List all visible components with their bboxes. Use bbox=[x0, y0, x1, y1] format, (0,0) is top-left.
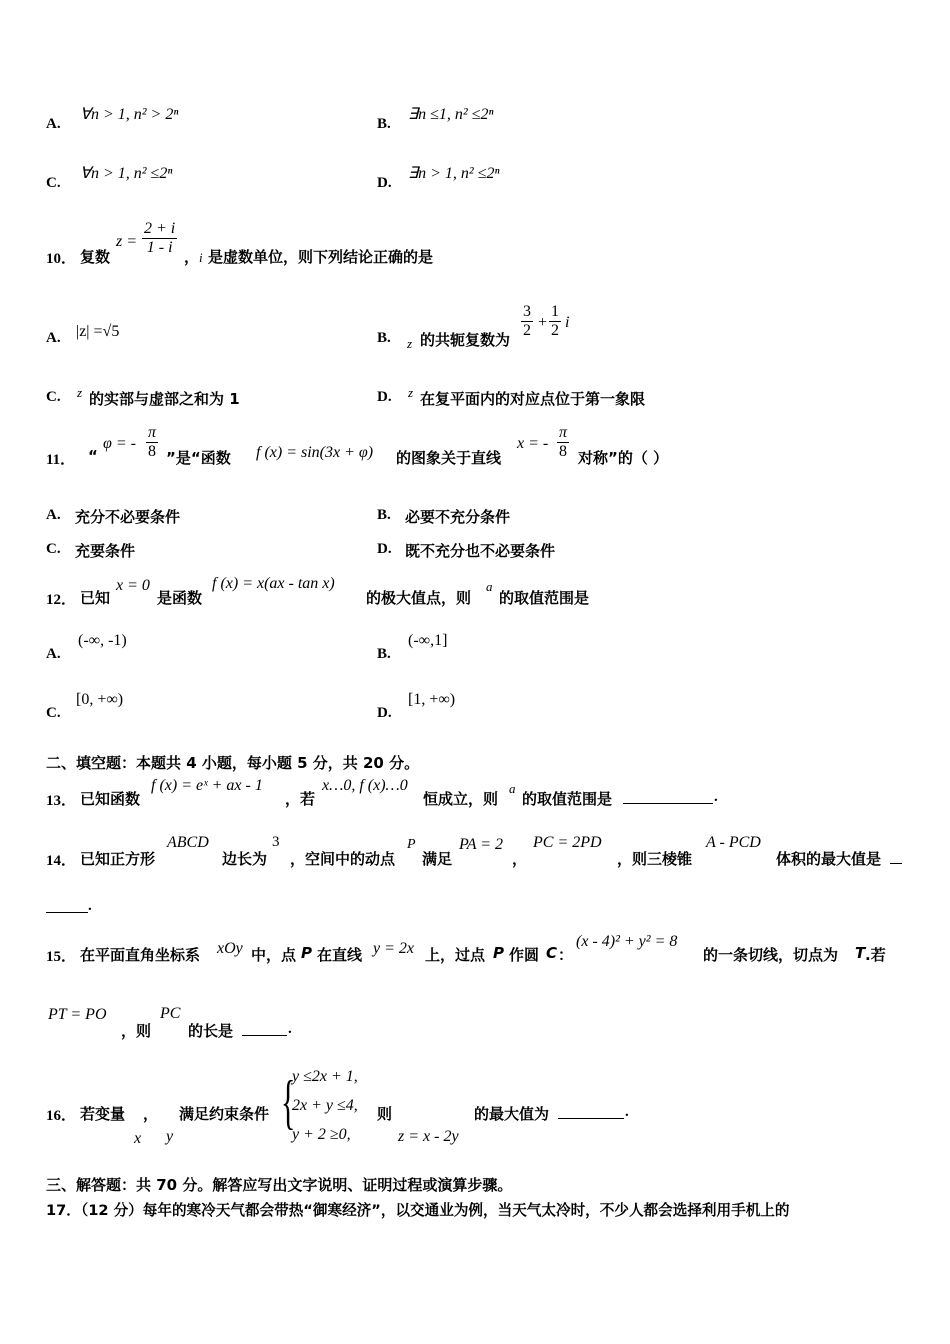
q10-option-b-plus: + bbox=[538, 314, 548, 331]
q12-text-3: 的极大值点，则 bbox=[366, 589, 472, 607]
q10-option-b-frac-2: $\frac{1}{2}$ bbox=[551, 303, 559, 339]
q15-text-1: 在平面直角坐标系 bbox=[80, 946, 201, 964]
q14-text-4: 满足 bbox=[422, 850, 453, 868]
q14-pc: PC = 2PD bbox=[533, 834, 602, 851]
q9-option-a-math: ∀n > 1, n² > 2ⁿ bbox=[80, 106, 179, 123]
section-2-heading: 二、填空题：本题共 4 小题，每小题 5 分，共 20 分。 bbox=[46, 754, 420, 772]
q15-text-5: 作圆 bbox=[509, 946, 540, 964]
q11-frac-pi-8-b: $\frac{\pi}{8}$ bbox=[559, 424, 568, 460]
q15-circle-equation: (x - 4)² + y² = 8 bbox=[576, 933, 678, 950]
q11-phi-eq: φ = - bbox=[103, 435, 136, 452]
q14-text-3: ，空间中的动点 bbox=[290, 850, 396, 868]
q14-text-1: 已知正方形 bbox=[80, 850, 156, 868]
q15-text-2: 中，点 bbox=[251, 946, 297, 964]
q11-frac-pi-8 bbox=[146, 424, 158, 461]
q10-comma: ， bbox=[184, 248, 200, 266]
section-3-heading: 三、解答题：共 70 分。解答应写出文字说明、证明过程或演算步骤。 bbox=[46, 1176, 513, 1194]
q11-option-c-text: 充要条件 bbox=[75, 542, 136, 560]
q11-x-eq: x = - bbox=[517, 435, 549, 452]
q11-option-b-label: B. bbox=[377, 507, 391, 523]
q17-text: 17．（12 分）每年的寒冷天气都会带热“御寒经济”，以交通业为例，当天气太冷时，不少人都会选择利用手机上的 bbox=[46, 1202, 790, 1219]
q10-option-d-z: z bbox=[408, 385, 414, 400]
q16-var-y: y bbox=[166, 1128, 174, 1145]
q10-text-2: 是虚数单位，则下列结论正确的是 bbox=[208, 248, 434, 266]
q10-i-symbol: i bbox=[199, 250, 203, 265]
q16-text-4: 的最大值为 bbox=[474, 1105, 550, 1123]
q13-condition: x…0, f (x)…0 bbox=[322, 777, 408, 794]
q15-xoy: xOy bbox=[217, 940, 243, 957]
q13-answer-blank[interactable] bbox=[623, 789, 713, 804]
q15-text-4: 上，过点 bbox=[425, 946, 486, 964]
q10-fraction bbox=[142, 220, 177, 257]
q11-eight: 8 bbox=[148, 443, 156, 460]
q14-period: . bbox=[88, 898, 92, 914]
q9-option-d-math: ∃n > 1, n² ≤2ⁿ bbox=[408, 165, 500, 182]
q13-text-4: 的取值范围是 bbox=[522, 790, 613, 808]
q14-p: P bbox=[407, 837, 416, 852]
q11-function: f (x) = sin(3x + φ) bbox=[256, 444, 374, 461]
q11-text-1: ”是“函数 bbox=[166, 449, 231, 467]
q15-period: . bbox=[288, 1021, 292, 1037]
q11-option-b-text: 必要不充分条件 bbox=[405, 508, 511, 526]
q12-option-b-label: B. bbox=[377, 646, 391, 662]
q16-text-3: 则 bbox=[377, 1105, 393, 1123]
q11-option-a-text: 充分不必要条件 bbox=[75, 508, 181, 526]
q10-option-c-z: z bbox=[77, 385, 83, 400]
q16-text-1: 若变量 bbox=[80, 1105, 126, 1123]
q16-objective: z = x - 2y bbox=[398, 1128, 459, 1145]
q12-function: f (x) = x(ax - tan x) bbox=[212, 575, 335, 592]
q11-quote-open: “ bbox=[88, 447, 98, 465]
q9-option-c-label: C. bbox=[46, 175, 61, 191]
q12-option-c-math: [0, +∞) bbox=[76, 691, 124, 708]
q10-option-b-z: z bbox=[407, 336, 413, 351]
q11-option-c-label: C. bbox=[46, 541, 61, 557]
q10-option-b-label: B. bbox=[377, 330, 391, 346]
q16-text-2: 满足约束条件 bbox=[179, 1105, 270, 1123]
q9-option-a-label: A. bbox=[46, 116, 61, 132]
q16-var-x: x bbox=[134, 1130, 142, 1147]
q10-option-a-math: |z| =√5 bbox=[76, 323, 120, 340]
q12-text-1: 已知 bbox=[80, 589, 111, 607]
q10-option-b-text: 的共轭复数为 bbox=[420, 331, 511, 349]
q15-text-3: 在直线 bbox=[317, 946, 363, 964]
q15-text-7: 的一条切线，切点为 bbox=[703, 946, 839, 964]
q13-function: f (x) = eˣ + ax - 1 bbox=[151, 777, 263, 794]
q15-t: T bbox=[855, 944, 866, 962]
q12-option-a-label: A. bbox=[46, 646, 61, 662]
q9-option-c-math: ∀n > 1, n² ≤2ⁿ bbox=[80, 165, 173, 182]
q13-text-1: 已知函数 bbox=[80, 790, 141, 808]
q16-period: . bbox=[625, 1104, 629, 1120]
q14-apcd: A - PCD bbox=[706, 834, 761, 851]
q15-line: y = 2x bbox=[373, 940, 414, 957]
q15-p-2: P bbox=[493, 944, 504, 962]
q11-number: 11． bbox=[46, 452, 76, 468]
q10-z-eq: z = bbox=[116, 233, 138, 250]
q14-pa: PA = 2 bbox=[459, 836, 503, 853]
q10-option-b-frac-1: $\frac{3}{2}$ bbox=[523, 303, 531, 339]
q15-answer-blank[interactable] bbox=[242, 1021, 287, 1036]
q10-option-c-text: 的实部与虚部之和为 1 bbox=[89, 390, 240, 408]
q16-brace: { bbox=[281, 1069, 296, 1135]
q11-option-a-label: A. bbox=[46, 507, 61, 523]
q11-option-d-label: D. bbox=[377, 541, 392, 557]
q14-answer-blank-2[interactable] bbox=[46, 898, 88, 913]
q9-option-b-label: B. bbox=[377, 116, 391, 132]
q12-option-b-math: (-∞,1] bbox=[408, 632, 448, 649]
q10-option-a-label: A. bbox=[46, 330, 61, 346]
q14-number: 14． bbox=[46, 853, 77, 869]
q15-text-10: 的长是 bbox=[188, 1022, 234, 1040]
q12-x0: x = 0 bbox=[116, 577, 150, 594]
q10-frac-num: 2 + i bbox=[144, 220, 176, 237]
q10-number: 10． bbox=[46, 251, 77, 267]
q12-option-d-label: D. bbox=[377, 705, 392, 721]
q12-option-c-label: C. bbox=[46, 705, 61, 721]
q9-option-d-label: D. bbox=[377, 175, 392, 191]
q15-text-6: ： bbox=[558, 946, 574, 964]
q13-text-2: ，若 bbox=[285, 790, 316, 808]
q16-answer-blank[interactable] bbox=[558, 1104, 624, 1119]
q13-a: a bbox=[509, 781, 516, 796]
q16-constraint-3: y + 2 ≥0, bbox=[292, 1126, 351, 1143]
q15-c: C bbox=[546, 944, 558, 962]
q10-option-d-text: 在复平面内的对应点位于第一象限 bbox=[420, 390, 646, 408]
q12-text-2: 是函数 bbox=[157, 589, 203, 607]
q16-constraint-1: y ≤2x + 1, bbox=[292, 1068, 358, 1085]
q15-p-1: P bbox=[301, 944, 312, 962]
q10-text-1: 复数 bbox=[80, 248, 111, 266]
q11-text-3: 对称”的（ ） bbox=[578, 449, 669, 467]
q12-a: a bbox=[486, 579, 493, 594]
q11-pi: π bbox=[148, 424, 157, 441]
q13-text-3: 恒成立，则 bbox=[423, 790, 499, 808]
q9-option-b-math: ∃n ≤1, n² ≤2ⁿ bbox=[408, 106, 494, 123]
q15-pt-po: PT = PO bbox=[48, 1006, 107, 1023]
q15-text-8: .若 bbox=[865, 946, 886, 964]
q15-text-9: ，则 bbox=[121, 1022, 152, 1040]
q16-comma: ， bbox=[143, 1105, 159, 1123]
q10-frac-den: 1 - i bbox=[146, 239, 173, 256]
q16-number: 16． bbox=[46, 1108, 77, 1124]
q16-constraint-2: 2x + y ≤4, bbox=[292, 1097, 358, 1114]
q14-comma: ， bbox=[512, 850, 528, 868]
q12-option-a-math: (-∞, -1) bbox=[78, 632, 127, 649]
q13-number: 13． bbox=[46, 793, 77, 809]
q14-text-6: 体积的最大值是 bbox=[776, 850, 882, 868]
q14-text-2: 边长为 bbox=[222, 850, 268, 868]
q15-number: 15． bbox=[46, 949, 77, 965]
q14-abcd: ABCD bbox=[167, 834, 209, 851]
q10-option-d-label: D. bbox=[377, 389, 392, 405]
q14-answer-blank-1[interactable] bbox=[890, 849, 902, 864]
q10-option-c-label: C. bbox=[46, 389, 61, 405]
q13-period: . bbox=[714, 789, 718, 805]
q11-text-2: 的图象关于直线 bbox=[396, 449, 502, 467]
q14-three: 3 bbox=[272, 834, 280, 850]
q10-option-b-i: i bbox=[565, 314, 570, 331]
q12-text-4: 的取值范围是 bbox=[499, 589, 590, 607]
q11-option-d-text: 既不充分也不必要条件 bbox=[405, 542, 556, 560]
q15-pc: PC bbox=[160, 1005, 181, 1022]
q12-number: 12． bbox=[46, 592, 77, 608]
q12-option-d-math: [1, +∞) bbox=[408, 691, 456, 708]
q14-text-5: ，则三棱锥 bbox=[617, 850, 693, 868]
